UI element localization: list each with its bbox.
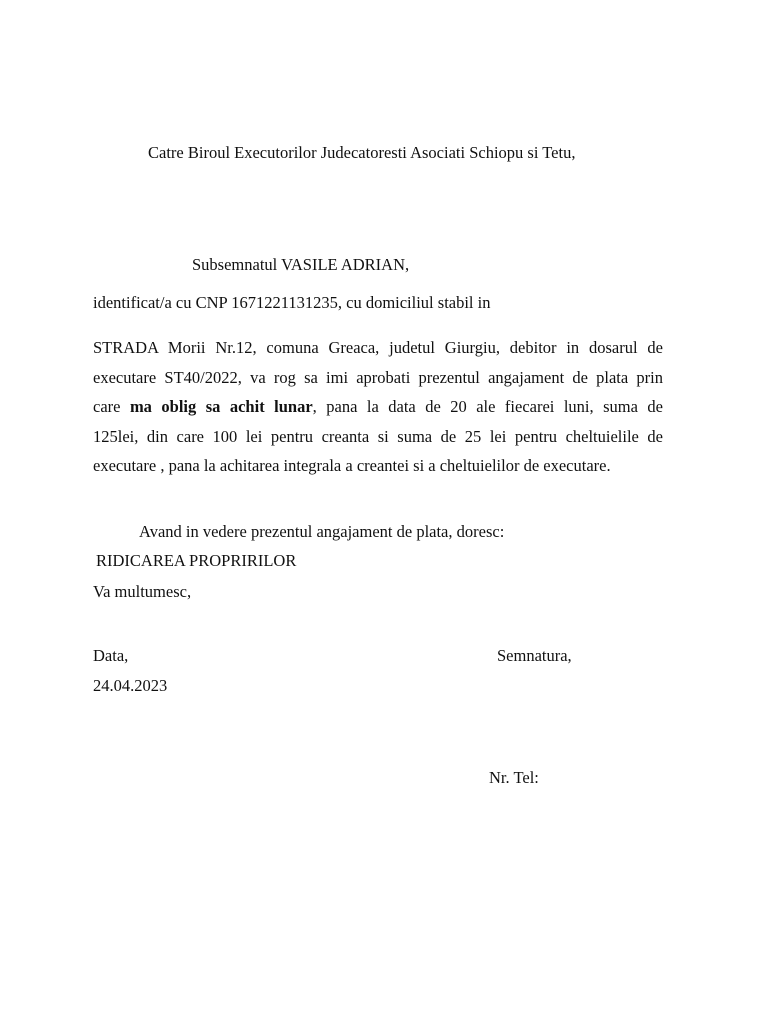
- request-item: RIDICAREA PROPRIRILOR: [96, 551, 297, 570]
- body-line-2: executare ST40/2022, va rog sa imi aprobati prezentul angajament de plata prin: [93, 367, 663, 387]
- body-line-5: executare , pana la achitarea integrala a creantei si a cheltuielilor de executare.: [93, 456, 611, 475]
- request-intro-line: Avand in vedere prezentul angajament de plata, doresc:: [139, 522, 505, 541]
- date-label: Data,: [93, 646, 129, 665]
- body-line-1: STRADA Morii Nr.12, comuna Greaca, judetul Giurgiu, debitor in dosarul de: [93, 338, 663, 357]
- body-paragraph: [93, 333, 663, 481]
- identification-line: identificat/a cu CNP 1671221131235, cu domiciliul stabil in: [93, 293, 491, 312]
- body-line-3-post: , pana la data de 20 ale fiecarei luni, suma de: [312, 397, 663, 416]
- addressee-line: Catre Biroul Executorilor Judecatoresti Asociati Schiopu si Tetu,: [148, 143, 576, 162]
- signature-label: Semnatura,: [497, 646, 572, 665]
- body-line-3: [93, 392, 663, 422]
- thanks-line: Va multumesc,: [93, 582, 192, 601]
- body-line-4: 125lei, din care 100 lei pentru creanta si suma de 25 lei pentru cheltuielile de: [93, 426, 663, 446]
- date-value: 24.04.2023: [93, 676, 168, 695]
- subsemnatul-line: Subsemnatul VASILE ADRIAN,: [192, 255, 410, 274]
- phone-label: Nr. Tel:: [489, 768, 539, 787]
- body-line-3-pre: care: [93, 397, 130, 416]
- body-line-3-bold: ma oblig sa achit lunar: [129, 397, 313, 416]
